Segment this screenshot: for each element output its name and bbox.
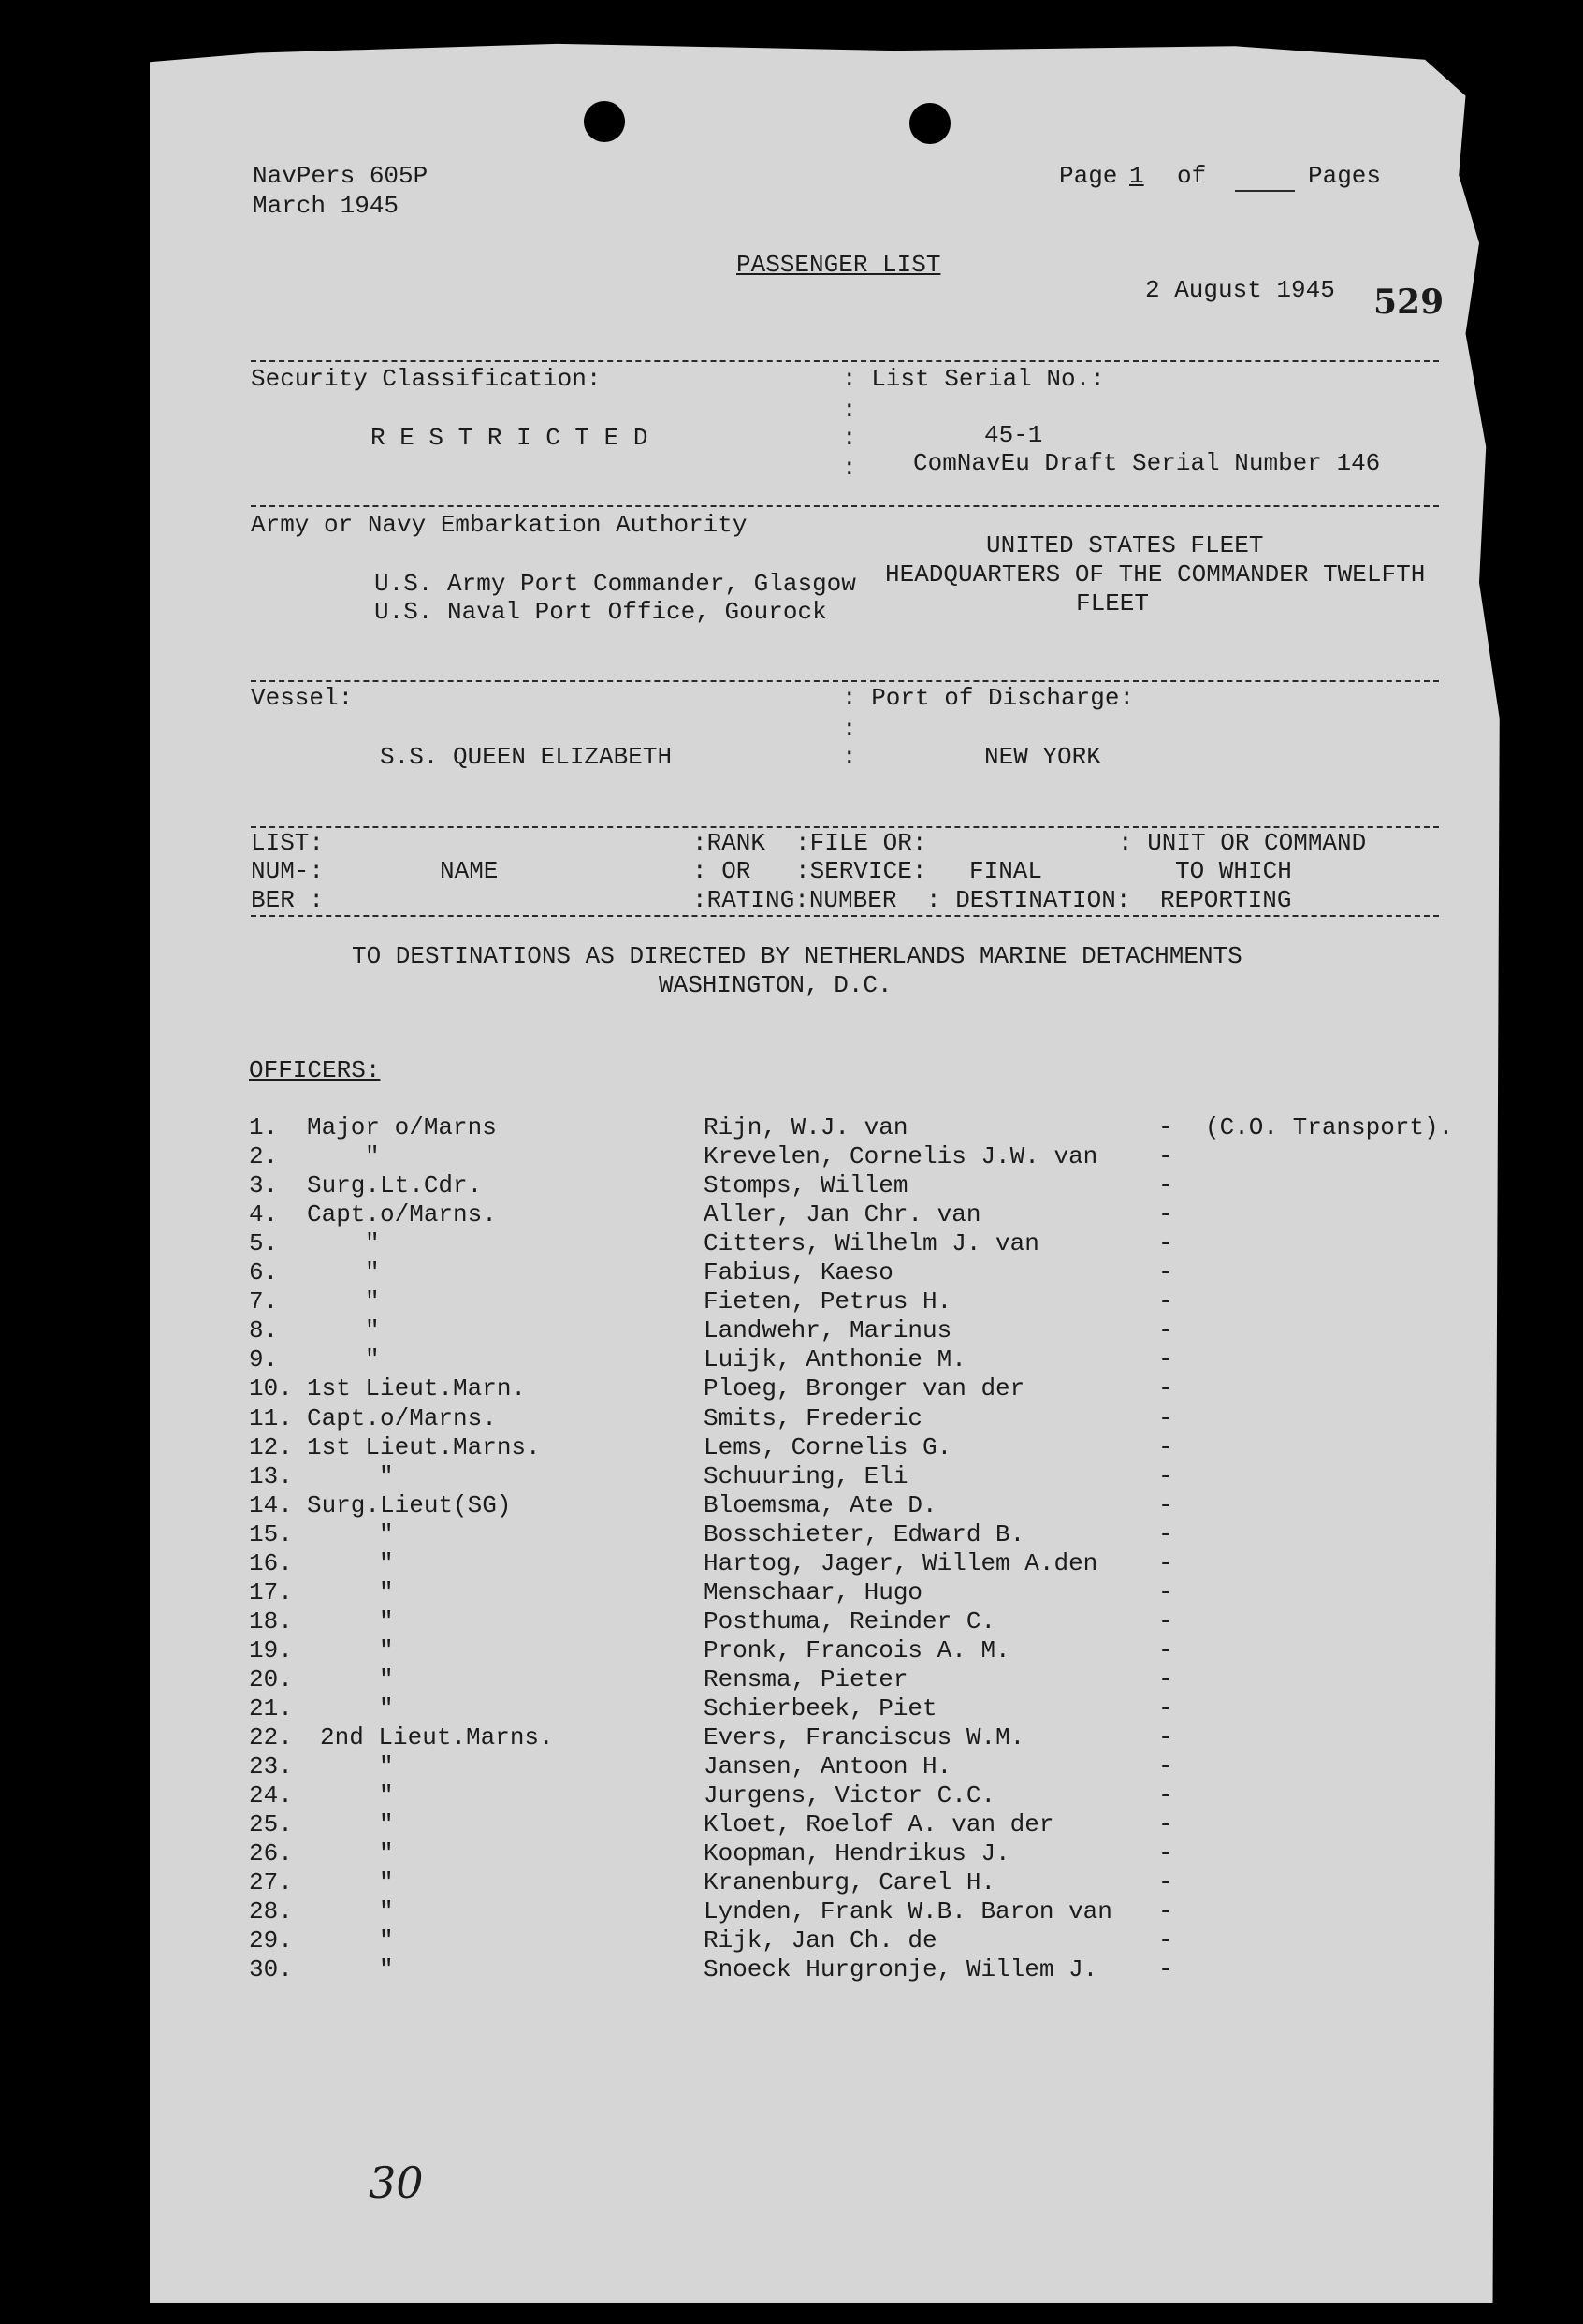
officer-name: Rijk, Jan Ch. de (704, 1926, 937, 1954)
authority-line-1: U.S. Army Port Commander, Glasgow (374, 570, 856, 598)
divider (251, 360, 1439, 362)
discharge-value: NEW YORK (984, 743, 1101, 771)
officer-dash: - (1158, 1897, 1173, 1925)
officer-dash: - (1158, 1926, 1173, 1954)
officer-dash: - (1158, 1752, 1173, 1780)
column-unit: TO WHICH (1175, 857, 1292, 885)
officer-dash: - (1158, 1287, 1173, 1315)
officer-name: Rensma, Pieter (704, 1665, 908, 1693)
officer-rank: 1st Lieut.Marns. (307, 1433, 541, 1461)
fleet-line-3: FLEET (1076, 589, 1150, 617)
officer-dash: - (1158, 1462, 1173, 1490)
officer-rank: Capt.o/Marns. (307, 1404, 497, 1432)
officer-dash: - (1158, 1549, 1173, 1577)
officer-dash: - (1158, 1316, 1173, 1344)
officer-dash: - (1158, 1520, 1173, 1548)
colon-marker: : (842, 743, 857, 771)
officer-number: 14. (249, 1491, 293, 1519)
fleet-line-1: UNITED STATES FLEET (986, 531, 1264, 559)
officer-number: 15. (249, 1520, 293, 1548)
officer-dash: - (1158, 1636, 1173, 1664)
divider (251, 915, 1439, 917)
officer-name: Stomps, Willem (704, 1171, 908, 1199)
handwritten-count: 30 (369, 2157, 424, 2208)
officer-rank: " (379, 1897, 394, 1925)
officer-name: Menschaar, Hugo (704, 1578, 923, 1606)
column-file: :SERVICE: (795, 857, 927, 885)
officer-number: 30. (249, 1955, 293, 1983)
officer-rank: " (379, 1752, 394, 1780)
officer-number: 6. (249, 1258, 279, 1286)
officer-name: Luijk, Anthonie M. (704, 1345, 966, 1373)
list-serial-label: : List Serial No.: (842, 365, 1105, 393)
officer-name: Schierbeek, Piet (704, 1694, 937, 1722)
officer-rank: " (379, 1868, 394, 1896)
officer-rank: " (379, 1926, 394, 1954)
pages-label: Pages (1308, 162, 1382, 190)
colon-marker: : (842, 424, 857, 452)
column-rank: : OR (692, 857, 751, 885)
officer-number: 3. (249, 1171, 279, 1199)
officer-name: Kranenburg, Carel H. (704, 1868, 996, 1896)
officer-name: Lynden, Frank W.B. Baron van (704, 1897, 1112, 1925)
officer-dash: - (1158, 1142, 1173, 1170)
officer-dash: - (1158, 1404, 1173, 1432)
column-unit: : UNIT OR COMMAND (1118, 829, 1367, 857)
officer-name: Rijn, W.J. van (704, 1113, 908, 1141)
discharge-label: : Port of Discharge: (842, 684, 1135, 712)
officer-rank: Major o/Marns (307, 1113, 497, 1141)
officer-name: Kloet, Roelof A. van der (704, 1810, 1054, 1838)
officer-number: 10. (249, 1374, 293, 1402)
officer-rank: Surg.Lt.Cdr. (307, 1171, 483, 1199)
column-unit: REPORTING (1160, 886, 1292, 914)
officer-name: Koopman, Hendrikus J. (704, 1839, 1010, 1867)
officer-name: Fieten, Petrus H. (704, 1287, 952, 1315)
officer-number: 19. (249, 1636, 293, 1664)
officer-number: 24. (249, 1781, 293, 1809)
officer-rank: " (379, 1694, 394, 1722)
officer-name: Bosschieter, Edward B. (704, 1520, 1025, 1548)
officer-dash: - (1158, 1258, 1173, 1286)
officer-name: Fabius, Kaeso (704, 1258, 893, 1286)
column-list-num: NUM-: (251, 857, 325, 885)
security-value: R E S T R I C T E D (370, 424, 648, 452)
page-total-blank (1235, 190, 1295, 192)
officer-rank: " (379, 1810, 394, 1838)
officer-number: 25. (249, 1810, 293, 1838)
officer-number: 7. (249, 1287, 279, 1315)
officer-dash: - (1158, 1113, 1173, 1141)
vessel-value: S.S. QUEEN ELIZABETH (380, 743, 673, 771)
document-date: 2 August 1945 (1145, 276, 1335, 304)
officer-rank: Surg.Lieut(SG) (307, 1491, 512, 1519)
officer-name: Posthuma, Reinder C. (704, 1607, 996, 1635)
officer-dash: - (1158, 1345, 1173, 1373)
officer-dash: - (1158, 1781, 1173, 1809)
officer-number: 8. (249, 1316, 279, 1344)
column-rank: :RANK (692, 829, 766, 857)
officer-rank: " (379, 1578, 394, 1606)
officer-dash: - (1158, 1491, 1173, 1519)
page-number: 1 (1129, 162, 1144, 190)
security-label: Security Classification: (251, 365, 602, 393)
officer-dash: - (1158, 1694, 1173, 1722)
vessel-label: Vessel: (251, 684, 354, 712)
stamp-number: 529 (1373, 283, 1445, 322)
officer-dash: - (1158, 1868, 1173, 1896)
officer-rank: " (379, 1607, 394, 1635)
officer-rank: " (365, 1345, 380, 1373)
punch-hole-left (584, 101, 625, 142)
officer-rank: " (365, 1229, 380, 1257)
officer-rank: " (379, 1665, 394, 1693)
divider (251, 680, 1439, 682)
officer-dash: - (1158, 1607, 1173, 1635)
officer-name: Jurgens, Victor C.C. (704, 1781, 996, 1809)
officer-rank: " (379, 1781, 394, 1809)
officer-dash: - (1158, 1374, 1173, 1402)
officer-name: Lems, Cornelis G. (704, 1433, 952, 1461)
officer-rank: " (365, 1287, 380, 1315)
page-label: Page (1059, 162, 1118, 190)
officer-rank: " (379, 1955, 394, 1983)
officer-dash: - (1158, 1200, 1173, 1228)
officer-number: 26. (249, 1839, 293, 1867)
officer-rank: " (379, 1636, 394, 1664)
officer-number: 23. (249, 1752, 293, 1780)
officer-rank: " (379, 1462, 394, 1490)
officer-rank: " (379, 1839, 394, 1867)
officer-name: Smits, Frederic (704, 1404, 923, 1432)
officer-rank: " (365, 1316, 380, 1344)
page-of-label: of (1177, 162, 1207, 190)
officer-rank: Capt.o/Marns. (307, 1200, 497, 1228)
officer-name: Snoeck Hurgronje, Willem J. (704, 1955, 1098, 1983)
draft-serial: ComNavEu Draft Serial Number 146 (913, 449, 1381, 477)
officer-dash: - (1158, 1229, 1173, 1257)
section-title-officers: OFFICERS: (249, 1056, 381, 1084)
officer-number: 22. (249, 1723, 293, 1751)
officer-number: 28. (249, 1897, 293, 1925)
divider (251, 826, 1439, 828)
officer-number: 13. (249, 1462, 293, 1490)
officer-number: 11. (249, 1404, 293, 1432)
officer-dash: - (1158, 1665, 1173, 1693)
column-final: : DESTINATION: (926, 886, 1131, 914)
officer-name: Citters, Wilhelm J. van (704, 1229, 1039, 1257)
officer-name: Krevelen, Cornelis J.W. van (704, 1142, 1098, 1170)
punch-hole-right (909, 103, 951, 144)
destination-note-1: TO DESTINATIONS AS DIRECTED BY NETHERLANDS MARINE DETACHMENTS (352, 942, 1242, 970)
column-final: FINAL (969, 857, 1043, 885)
form-date: March 1945 (253, 192, 399, 220)
officer-dash: - (1158, 1433, 1173, 1461)
officer-note: (C.O. Transport). (1205, 1113, 1454, 1141)
officer-dash: - (1158, 1810, 1173, 1838)
officer-dash: - (1158, 1171, 1173, 1199)
officer-rank: " (379, 1549, 394, 1577)
destination-note-2: WASHINGTON, D.C. (659, 971, 893, 999)
column-list-num: LIST: (251, 829, 325, 857)
officer-name: Ploeg, Bronger van der (704, 1374, 1025, 1402)
officer-rank: " (379, 1520, 394, 1548)
form-number: NavPers 605P (253, 162, 428, 190)
officer-rank: " (365, 1142, 380, 1170)
officer-name: Bloemsma, Ate D. (704, 1491, 937, 1519)
divider (251, 505, 1439, 507)
officer-number: 1. (249, 1113, 279, 1141)
officer-dash: - (1158, 1839, 1173, 1867)
officer-number: 5. (249, 1229, 279, 1257)
officer-rank: 1st Lieut.Marn. (307, 1374, 527, 1402)
page-title: PASSENGER LIST (736, 251, 941, 279)
fleet-line-2: HEADQUARTERS OF THE COMMANDER TWELFTH (885, 560, 1426, 588)
officer-rank: " (365, 1258, 380, 1286)
officer-number: 2. (249, 1142, 279, 1170)
officer-dash: - (1158, 1723, 1173, 1751)
officer-number: 12. (249, 1433, 293, 1461)
column-file: :FILE OR: (795, 829, 927, 857)
officer-number: 27. (249, 1868, 293, 1896)
officer-number: 4. (249, 1200, 279, 1228)
authority-label: Army or Navy Embarkation Authority (251, 511, 748, 539)
officer-dash: - (1158, 1955, 1173, 1983)
officer-number: 9. (249, 1345, 279, 1373)
officer-number: 18. (249, 1607, 293, 1635)
officer-number: 29. (249, 1926, 293, 1954)
officer-number: 21. (249, 1694, 293, 1722)
officer-rank: 2nd Lieut.Marns. (320, 1723, 554, 1751)
officer-number: 20. (249, 1665, 293, 1693)
column-rank: :RATING:NUMBER (692, 886, 897, 914)
colon-marker: : (842, 715, 857, 743)
officer-number: 17. (249, 1578, 293, 1606)
officer-name: Hartog, Jager, Willem A.den (704, 1549, 1098, 1577)
officer-name: Landwehr, Marinus (704, 1316, 952, 1344)
officer-name: Aller, Jan Chr. van (704, 1200, 981, 1228)
officer-name: Jansen, Antoon H. (704, 1752, 952, 1780)
authority-line-2: U.S. Naval Port Office, Gourock (374, 598, 827, 626)
column-name: NAME (440, 857, 499, 885)
officer-name: Evers, Franciscus W.M. (704, 1723, 1025, 1751)
colon-marker: : (842, 396, 857, 424)
colon-marker: : (842, 454, 857, 482)
officer-dash: - (1158, 1578, 1173, 1606)
officer-number: 16. (249, 1549, 293, 1577)
list-serial-value: 45-1 (984, 421, 1043, 449)
officer-name: Pronk, Francois A. M. (704, 1636, 1010, 1664)
officer-name: Schuuring, Eli (704, 1462, 908, 1490)
column-list-num: BER : (251, 886, 325, 914)
